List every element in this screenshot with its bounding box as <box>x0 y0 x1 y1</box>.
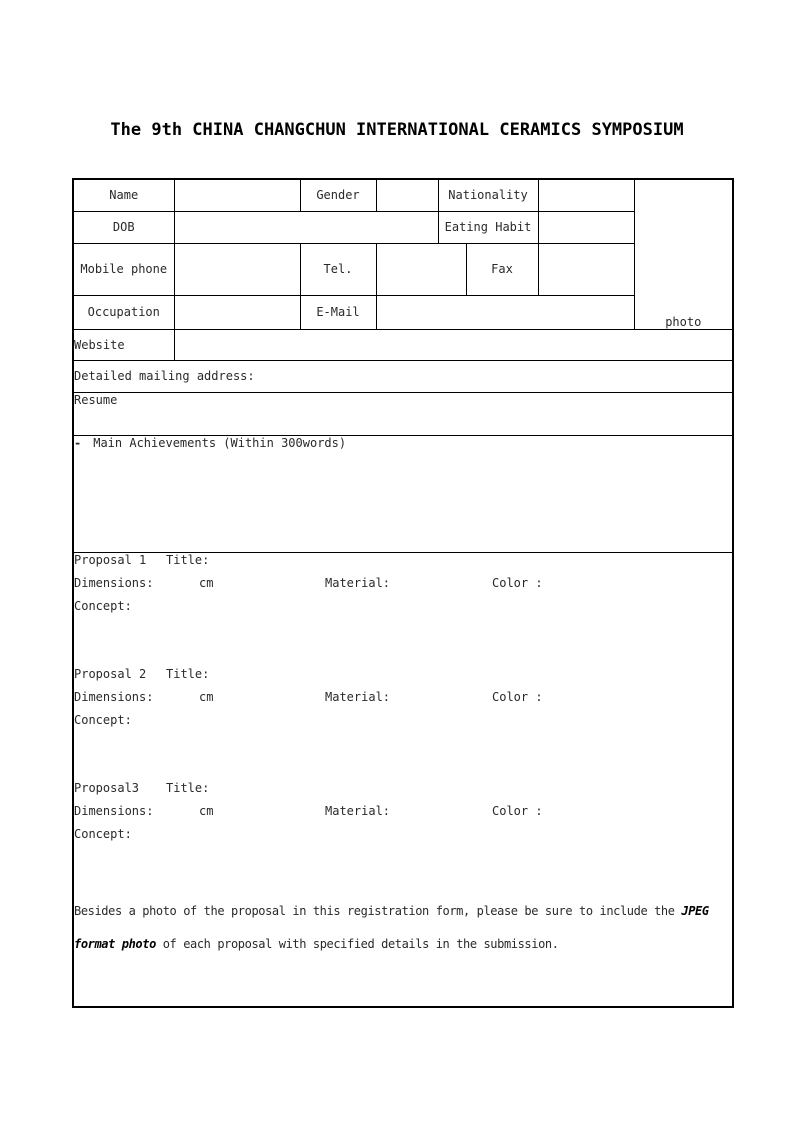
eating-habit-label: Eating Habit <box>438 211 538 243</box>
concept-label: Concept: <box>74 712 132 727</box>
table-row <box>73 179 733 211</box>
dimensions-label: Dimensions: <box>74 689 154 704</box>
resume-cell[interactable] <box>73 392 733 435</box>
proposal-concept-line <box>74 827 732 850</box>
color-label: Color : <box>492 575 543 590</box>
website-input-cell[interactable] <box>174 329 733 360</box>
table-row <box>73 360 733 392</box>
mailing-address-label: Detailed mailing address: <box>74 369 255 383</box>
color-label: Color : <box>492 803 543 818</box>
note-paragraph <box>74 895 732 961</box>
eating-habit-input-cell[interactable] <box>538 211 634 243</box>
website-label: Website <box>73 329 174 360</box>
proposal-block-3 <box>74 781 732 850</box>
note-line1-text: Besides a photo of the proposal in this registration form, please be sure to include the <box>74 903 682 918</box>
proposal-heading-line <box>74 781 732 804</box>
mobile-phone-input-cell[interactable] <box>174 243 300 295</box>
achievements-label: Main Achievements (Within 300words) <box>93 435 347 450</box>
nationality-label: Nationality <box>438 179 538 211</box>
gender-input-cell[interactable] <box>376 179 438 211</box>
fax-input-cell[interactable] <box>538 243 634 295</box>
unit-label: cm <box>199 575 214 590</box>
occupation-label: Occupation <box>73 295 174 329</box>
proposal-title-label: Title: <box>166 780 210 795</box>
material-label: Material: <box>325 575 391 590</box>
page-title: The 9th CHINA CHANGCHUN INTERNATIONAL CERAMICS SYMPOSIUM <box>110 120 684 140</box>
name-input-cell[interactable] <box>174 179 300 211</box>
note-line2-emphasis: format photo <box>74 936 156 951</box>
photo-label: photo <box>665 314 702 329</box>
proposal-concept-line <box>74 713 732 736</box>
table-row <box>73 295 733 329</box>
email-label: E-Mail <box>300 295 376 329</box>
mailing-address-cell[interactable] <box>73 360 733 392</box>
mobile-phone-label: Mobile phone <box>73 243 174 295</box>
email-input-cell[interactable] <box>376 295 634 329</box>
material-label: Material: <box>325 803 391 818</box>
unit-label: cm <box>199 803 214 818</box>
unit-label: cm <box>199 689 214 704</box>
bullet-dash: - <box>74 435 82 450</box>
proposal-dimensions-line <box>74 690 732 713</box>
gender-label: Gender <box>300 179 376 211</box>
achievements-cell[interactable] <box>73 435 733 552</box>
dob-label: DOB <box>73 211 174 243</box>
proposal-heading: Proposal3 <box>74 780 140 795</box>
proposal-heading: Proposal 1 <box>74 552 147 567</box>
tel-input-cell[interactable] <box>376 243 466 295</box>
proposal-heading-line <box>74 667 732 690</box>
dimensions-label: Dimensions: <box>74 803 154 818</box>
note-line2-text: of each proposal with specified details in the submission. <box>155 936 559 951</box>
proposal-dimensions-line <box>74 576 732 599</box>
table-row <box>73 211 733 243</box>
proposals-cell[interactable] <box>73 552 733 1007</box>
concept-label: Concept: <box>74 598 132 613</box>
proposal-title-label: Title: <box>166 552 210 567</box>
proposal-heading-line <box>74 553 732 576</box>
note-line1-emphasis: JPEG <box>681 903 709 918</box>
name-label: Name <box>73 179 174 211</box>
proposal-block-2 <box>74 667 732 736</box>
occupation-input-cell[interactable] <box>174 295 300 329</box>
nationality-input-cell[interactable] <box>538 179 634 211</box>
concept-label: Concept: <box>74 826 132 841</box>
table-row <box>73 435 733 552</box>
table-row <box>73 392 733 435</box>
table-row <box>73 552 733 1007</box>
proposal-dimensions-line <box>74 804 732 827</box>
photo-cell[interactable] <box>634 179 733 329</box>
proposal-concept-line <box>74 599 732 622</box>
color-label: Color : <box>492 689 543 704</box>
registration-table <box>72 178 734 1008</box>
dob-input-cell[interactable] <box>174 211 438 243</box>
proposal-title-label: Title: <box>166 666 210 681</box>
table-row <box>73 329 733 360</box>
table-row <box>73 243 733 295</box>
proposal-heading: Proposal 2 <box>74 666 147 681</box>
resume-label: Resume <box>74 392 118 407</box>
fax-label: Fax <box>466 243 538 295</box>
tel-label: Tel. <box>300 243 376 295</box>
proposal-block-1 <box>74 553 732 622</box>
dimensions-label: Dimensions: <box>74 575 154 590</box>
material-label: Material: <box>325 689 391 704</box>
